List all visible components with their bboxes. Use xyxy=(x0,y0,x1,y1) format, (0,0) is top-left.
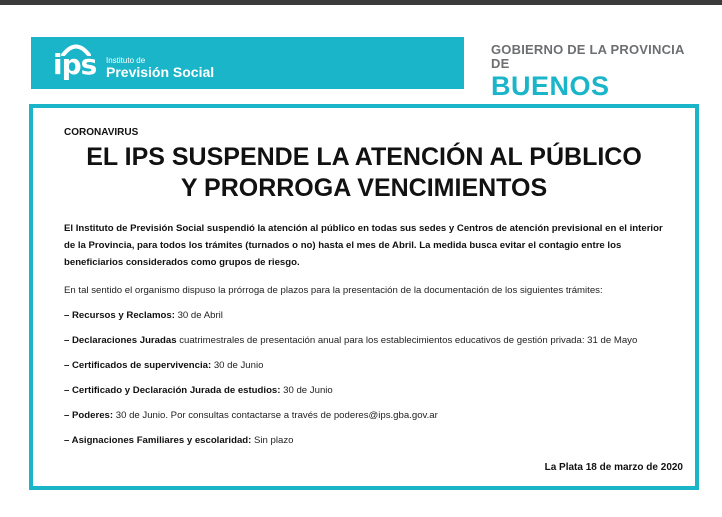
headline-line1: EL IPS SUSPENDE LA ATENCIÓN AL PÚBLICO xyxy=(86,143,642,171)
lead-paragraph: El Instituto de Previsión Social suspendió la atención al público en todas sus sedes y Centros de atención previsional en el interior de la Provincia, para todos los trámites (turnados o no) hasta el mes de Abril. La medida busca evitar el contagio entre los beneficiarios considerados como grupos de riesgo. xyxy=(64,223,663,268)
list-item xyxy=(64,359,684,384)
item-text: 30 de Junio xyxy=(211,360,264,371)
item-label: – Recursos y Reclamos: xyxy=(64,310,175,321)
item-label: – Poderes: xyxy=(64,410,114,421)
headline-line2: Y PRORROGA VENCIMIENTOS xyxy=(180,174,548,202)
item-text: Sin plazo xyxy=(251,435,294,446)
list-item xyxy=(64,309,684,334)
government-line1: GOBIERNO DE LA PROVINCIA DE xyxy=(491,42,685,71)
ips-banner xyxy=(31,37,464,89)
item-label: – Certificados de supervivencia: xyxy=(64,360,212,371)
list-item xyxy=(64,334,684,359)
headline xyxy=(33,142,695,204)
notice-box xyxy=(29,104,699,490)
ips-logo-subtitle: Instituto de xyxy=(106,56,146,65)
government-line2: BUENOS xyxy=(491,71,610,101)
list-item xyxy=(64,434,684,459)
item-label: – Asignaciones Familiares y escolaridad: xyxy=(64,435,252,446)
category-label: CORONAVIRUS xyxy=(64,127,139,138)
list-item xyxy=(64,409,684,434)
ips-logo-letters: ips xyxy=(53,48,97,81)
item-text: 30 de Abril xyxy=(174,310,223,321)
item-text: 30 de Junio. Por consultas contactarse a través de poderes@ips.gba.gov.ar xyxy=(113,410,438,421)
intro-paragraph: En tal sentido el organismo dispuso la prórroga de plazos para la presentación de la documentación de los siguientes trámites: xyxy=(64,285,603,296)
top-bar xyxy=(0,0,722,5)
list-item xyxy=(64,384,684,409)
procedure-list xyxy=(64,309,684,459)
item-label: – Declaraciones Juradas xyxy=(64,335,177,346)
item-text: 30 de Junio xyxy=(280,385,333,396)
ips-logo-name: Previsión Social xyxy=(106,64,215,80)
item-label: – Certificado y Declaración Jurada de estudios: xyxy=(64,385,281,396)
ips-logo xyxy=(53,43,253,85)
item-text: cuatrimestrales de presentación anual para los establecimientos educativos de gestión privada: 31 de Mayo xyxy=(176,335,638,346)
dateline: La Plata 18 de marzo de 2020 xyxy=(544,462,683,473)
